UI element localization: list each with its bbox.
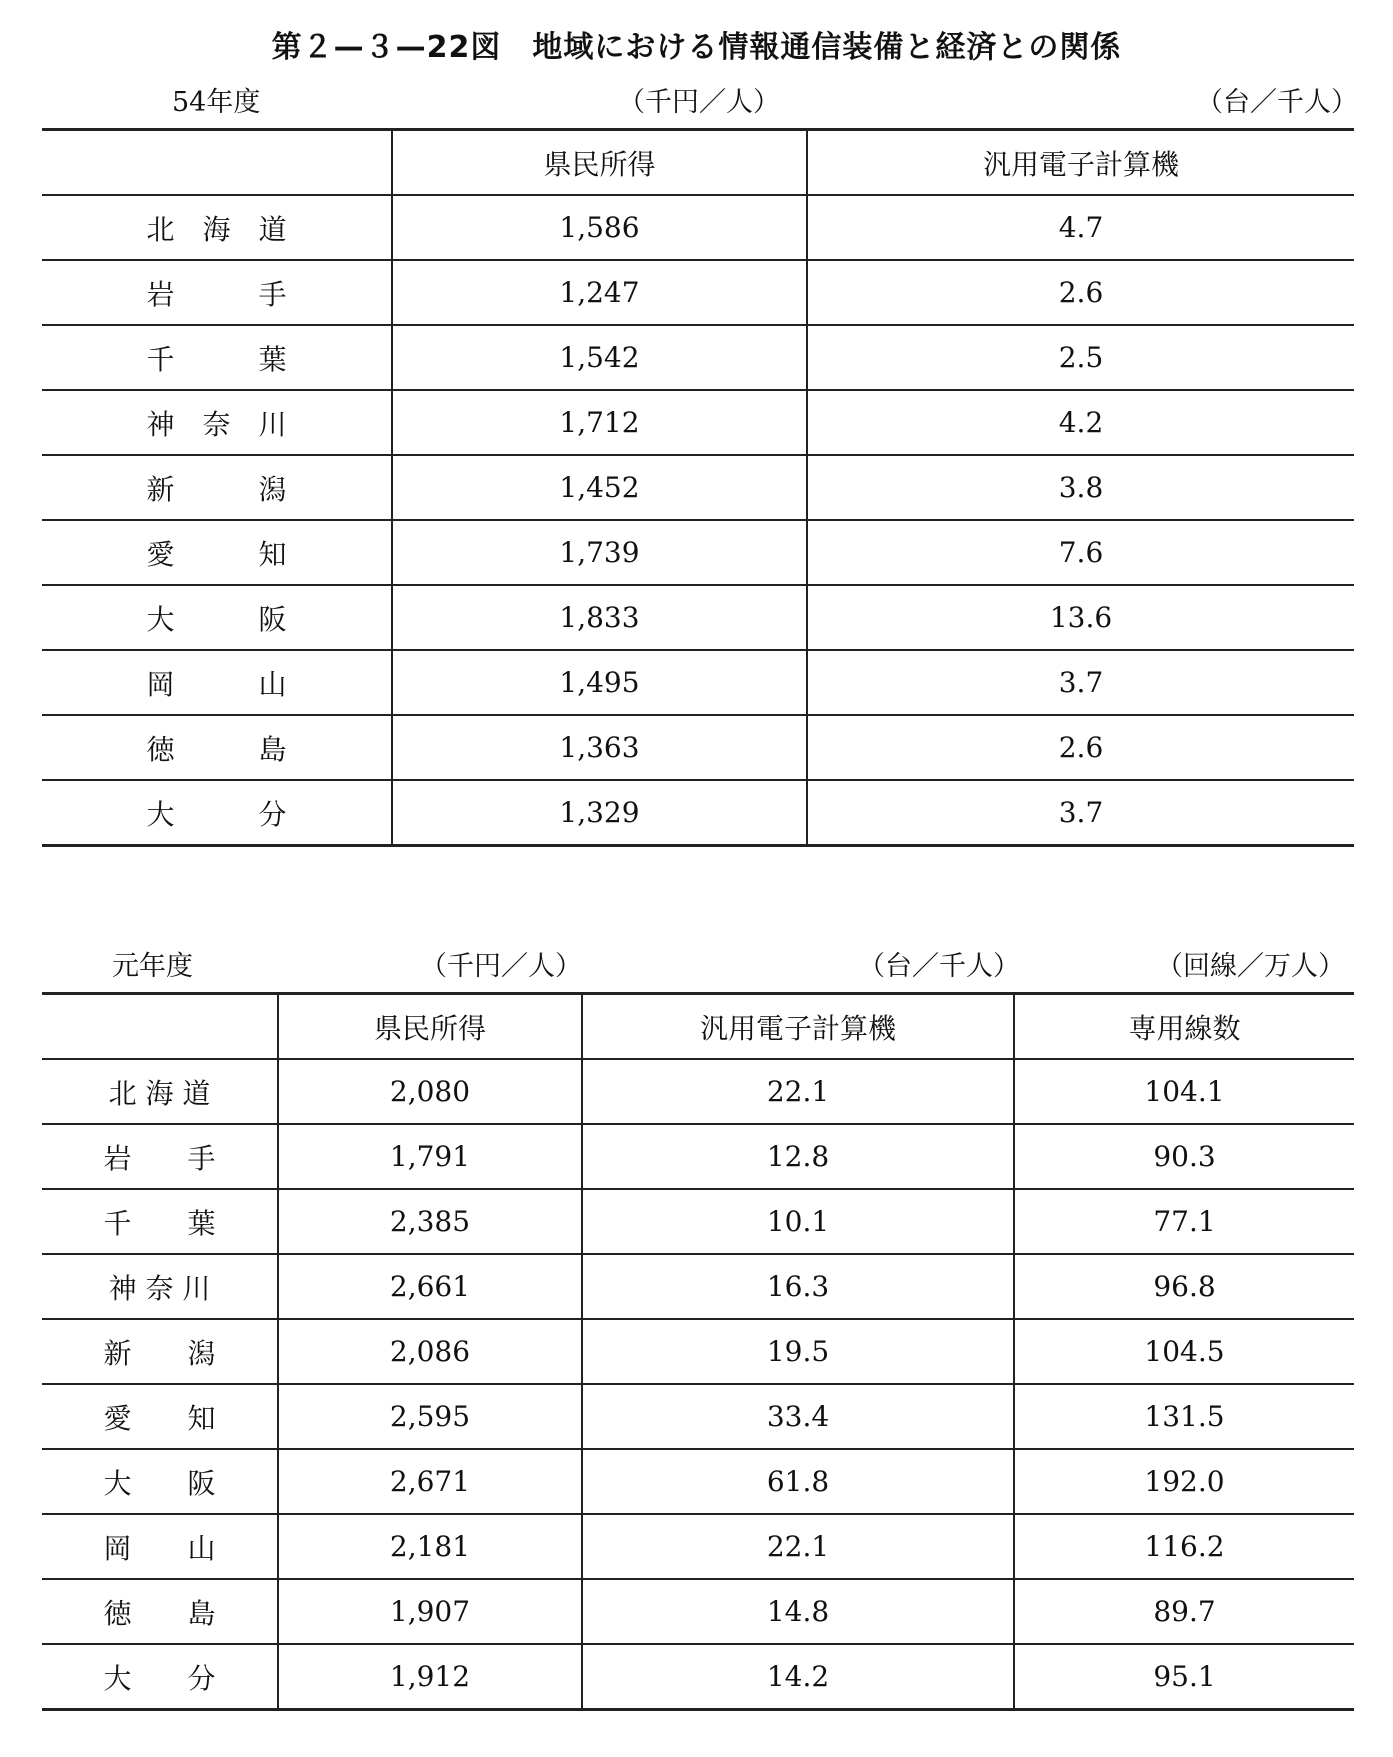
- computers-value: 2.6: [807, 715, 1354, 780]
- prefecture-name: 神 奈 川: [42, 390, 392, 455]
- table-row: [42, 325, 1354, 390]
- prefecture-name: 新 潟: [42, 1319, 278, 1384]
- computers-value: 14.2: [582, 1644, 1014, 1710]
- income-value: 2,181: [278, 1514, 582, 1579]
- table-row: [42, 780, 1354, 846]
- lines-value: 77.1: [1014, 1189, 1354, 1254]
- prefecture-name: 岩 手: [42, 260, 392, 325]
- prefecture-name: 千 葉: [42, 325, 392, 390]
- computers-value: 22.1: [582, 1514, 1014, 1579]
- prefecture-name: 岡 山: [42, 1514, 278, 1579]
- computers-value: 22.1: [582, 1059, 1014, 1124]
- prefecture-name: 愛 知: [42, 1384, 278, 1449]
- computers-value: 3.7: [807, 650, 1354, 715]
- header-income: 県民所得: [278, 994, 582, 1060]
- prefecture-name: 岡 山: [42, 650, 392, 715]
- income-value: 1,791: [278, 1124, 582, 1189]
- table-row: [42, 520, 1354, 585]
- table-row: [42, 1059, 1354, 1124]
- prefecture-name: 徳 島: [42, 1579, 278, 1644]
- prefecture-name: 大 阪: [42, 585, 392, 650]
- table-row: [42, 1124, 1354, 1189]
- table2-unit-lines: （回線／万人）: [1156, 951, 1345, 982]
- computers-value: 12.8: [582, 1124, 1014, 1189]
- lines-value: 116.2: [1014, 1514, 1354, 1579]
- prefecture-name: 徳 島: [42, 715, 392, 780]
- table-row: [42, 1189, 1354, 1254]
- lines-value: 96.8: [1014, 1254, 1354, 1319]
- prefecture-name: 大 分: [42, 1644, 278, 1710]
- header-row: [42, 130, 1354, 196]
- prefecture-name: 大 阪: [42, 1449, 278, 1514]
- computers-value: 2.6: [807, 260, 1354, 325]
- table-row: [42, 585, 1354, 650]
- header-lines: 専用線数: [1014, 994, 1354, 1060]
- table-row: [42, 260, 1354, 325]
- computers-value: 10.1: [582, 1189, 1014, 1254]
- table1-year: 54年度: [172, 87, 261, 118]
- lines-value: 90.3: [1014, 1124, 1354, 1189]
- lines-value: 95.1: [1014, 1644, 1354, 1710]
- income-value: 1,452: [392, 455, 807, 520]
- computers-value: 2.5: [807, 325, 1354, 390]
- income-value: 1,542: [392, 325, 807, 390]
- income-value: 1,912: [278, 1644, 582, 1710]
- computers-value: 19.5: [582, 1319, 1014, 1384]
- table-row: [42, 455, 1354, 520]
- income-value: 2,671: [278, 1449, 582, 1514]
- income-value: 2,661: [278, 1254, 582, 1319]
- table1-unit-income: （千円／人）: [618, 87, 780, 118]
- table-1979: [42, 128, 1354, 847]
- table2-unit-income: （千円／人）: [420, 951, 582, 982]
- income-value: 2,080: [278, 1059, 582, 1124]
- table-row: [42, 1384, 1354, 1449]
- computers-value: 3.7: [807, 780, 1354, 846]
- income-value: 2,086: [278, 1319, 582, 1384]
- figure-title: 第２—３—22図 地域における情報通信装備と経済との関係: [271, 30, 1122, 65]
- computers-value: 14.8: [582, 1579, 1014, 1644]
- lines-value: 192.0: [1014, 1449, 1354, 1514]
- table-row: [42, 650, 1354, 715]
- header-computers: 汎用電子計算機: [582, 994, 1014, 1060]
- income-value: 1,247: [392, 260, 807, 325]
- computers-value: 4.7: [807, 195, 1354, 260]
- lines-value: 131.5: [1014, 1384, 1354, 1449]
- income-value: 2,385: [278, 1189, 582, 1254]
- computers-value: 3.8: [807, 455, 1354, 520]
- income-value: 1,833: [392, 585, 807, 650]
- income-value: 1,907: [278, 1579, 582, 1644]
- header-computers: 汎用電子計算機: [807, 130, 1354, 196]
- table2-year: 元年度: [112, 951, 193, 982]
- table-row: [42, 1514, 1354, 1579]
- computers-value: 33.4: [582, 1384, 1014, 1449]
- income-value: 1,329: [392, 780, 807, 846]
- table-row: [42, 390, 1354, 455]
- header-blank-cell: [42, 130, 392, 196]
- prefecture-name: 千 葉: [42, 1189, 278, 1254]
- table-row: [42, 715, 1354, 780]
- computers-value: 13.6: [807, 585, 1354, 650]
- header-blank-cell: [42, 994, 278, 1060]
- computers-value: 7.6: [807, 520, 1354, 585]
- table-row: [42, 1579, 1354, 1644]
- computers-value: 4.2: [807, 390, 1354, 455]
- table-row: [42, 1254, 1354, 1319]
- income-value: 1,586: [392, 195, 807, 260]
- prefecture-name: 岩 手: [42, 1124, 278, 1189]
- computers-value: 61.8: [582, 1449, 1014, 1514]
- header-row: [42, 994, 1354, 1060]
- lines-value: 104.1: [1014, 1059, 1354, 1124]
- computers-value: 16.3: [582, 1254, 1014, 1319]
- prefecture-name: 大 分: [42, 780, 392, 846]
- table-row: [42, 1319, 1354, 1384]
- header-income: 県民所得: [392, 130, 807, 196]
- table2-unit-computers: （台／千人）: [858, 951, 1020, 982]
- prefecture-name: 新 潟: [42, 455, 392, 520]
- table-row: [42, 1644, 1354, 1710]
- table-1989: [42, 992, 1354, 1711]
- prefecture-name: 神 奈 川: [42, 1254, 278, 1319]
- prefecture-name: 北 海 道: [42, 195, 392, 260]
- prefecture-name: 北 海 道: [42, 1059, 278, 1124]
- income-value: 1,495: [392, 650, 807, 715]
- income-value: 1,712: [392, 390, 807, 455]
- table-row: [42, 195, 1354, 260]
- income-value: 1,363: [392, 715, 807, 780]
- income-value: 1,739: [392, 520, 807, 585]
- prefecture-name: 愛 知: [42, 520, 392, 585]
- lines-value: 104.5: [1014, 1319, 1354, 1384]
- lines-value: 89.7: [1014, 1579, 1354, 1644]
- table1-unit-computers: （台／千人）: [1196, 87, 1358, 118]
- income-value: 2,595: [278, 1384, 582, 1449]
- table-row: [42, 1449, 1354, 1514]
